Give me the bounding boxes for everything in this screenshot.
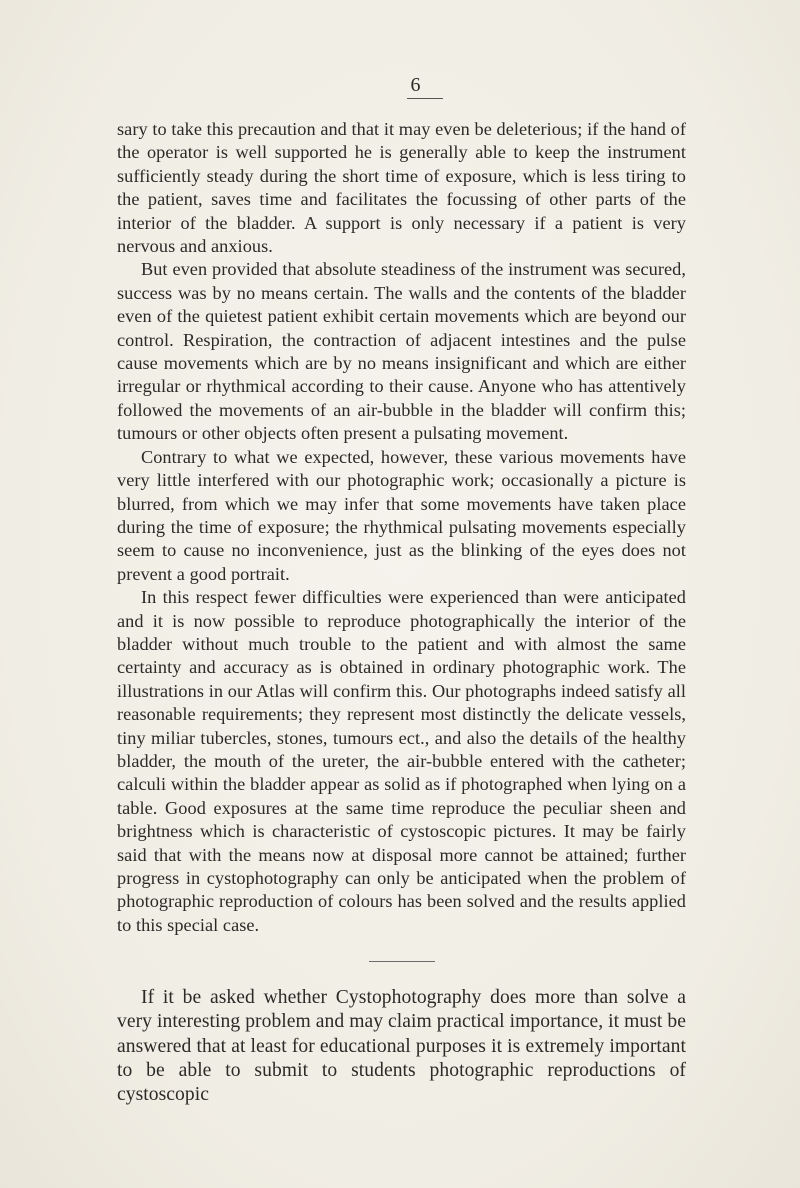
paragraph-difficulties: In this respect fewer difficulties were experienced than were anticipated and it is now possible to reproduce photographically the interior of the bladder without much trouble to the patient and with almost the same certainty and accuracy as is obtained in ordinary photographic work. The illustrations in our Atlas will confirm this. Our photographs indeed satisfy all reasonable requirements; they represent most distinctly the delicate vessels, tiny miliar tubercles, stones, tumours ect., and also the details of the healthy bladder, the mouth of the ureter, the air-bubble entered with the catheter; calculi within the bladder appear as solid as if photographed when lying on a table. Good exposures at the same time reproduce the peculiar sheen and brightness which is characteristic of cystoscopic pictures. It may be fairly said that with the means now at disposal more cannot be attained; further progress in cystophotography can only be anticipated when the problem of photographic reproduction of colours has been solved and the results applied to this special case.	[117, 587, 686, 935]
paragraph-cystophotography: If it be asked whether Cystophotography does more than solve a very interesting problem and may claim practical importance, it must be answered that at least for educational purposes it is extremely important to be able to submit to students photographic reproductions of cystoscopic	[117, 987, 686, 1106]
paragraph-steadiness: But even provided that absolute steadiness of the instrument was secured, success was by no means certain. The walls and the contents of the bladder even of the quietest patient exhibit certain movements which are beyond our control. Respiration, the contraction of adjacent intestines and the pulse cause movements which are by no means insignificant and which are either irregular or rhythmical according to their cause. Anyone who has attentively followed the movements of an air-bubble in the bladder will confirm this; tumours or other objects often present a pulsating movement.	[117, 259, 686, 444]
page-number-underline	[407, 98, 443, 99]
paragraph-continuation: sary to take this precaution and that it may even be deleterious; if the hand of the operator is well supported he is generally able to keep the instrument sufficiently steady during the short time of exposure, which is less tiring to the patient, saves time and facilitates the focussing of other parts of the interior of the bladder. A support is only necessary if a patient is very nervous and anxious.	[117, 119, 686, 257]
section-divider	[369, 961, 435, 962]
body-text	[117, 118, 686, 1107]
page-number: 6	[410, 74, 422, 96]
paragraph-movements: Contrary to what we expected, however, these various movements have very little interfered with our photographic work; occasionally a picture is blurred, from which we may infer that some movements have taken place during the time of exposure; the rhythmical pulsating movements especially seem to cause no inconvenience, just as the blinking of the eyes does not prevent a good portrait.	[117, 446, 686, 584]
